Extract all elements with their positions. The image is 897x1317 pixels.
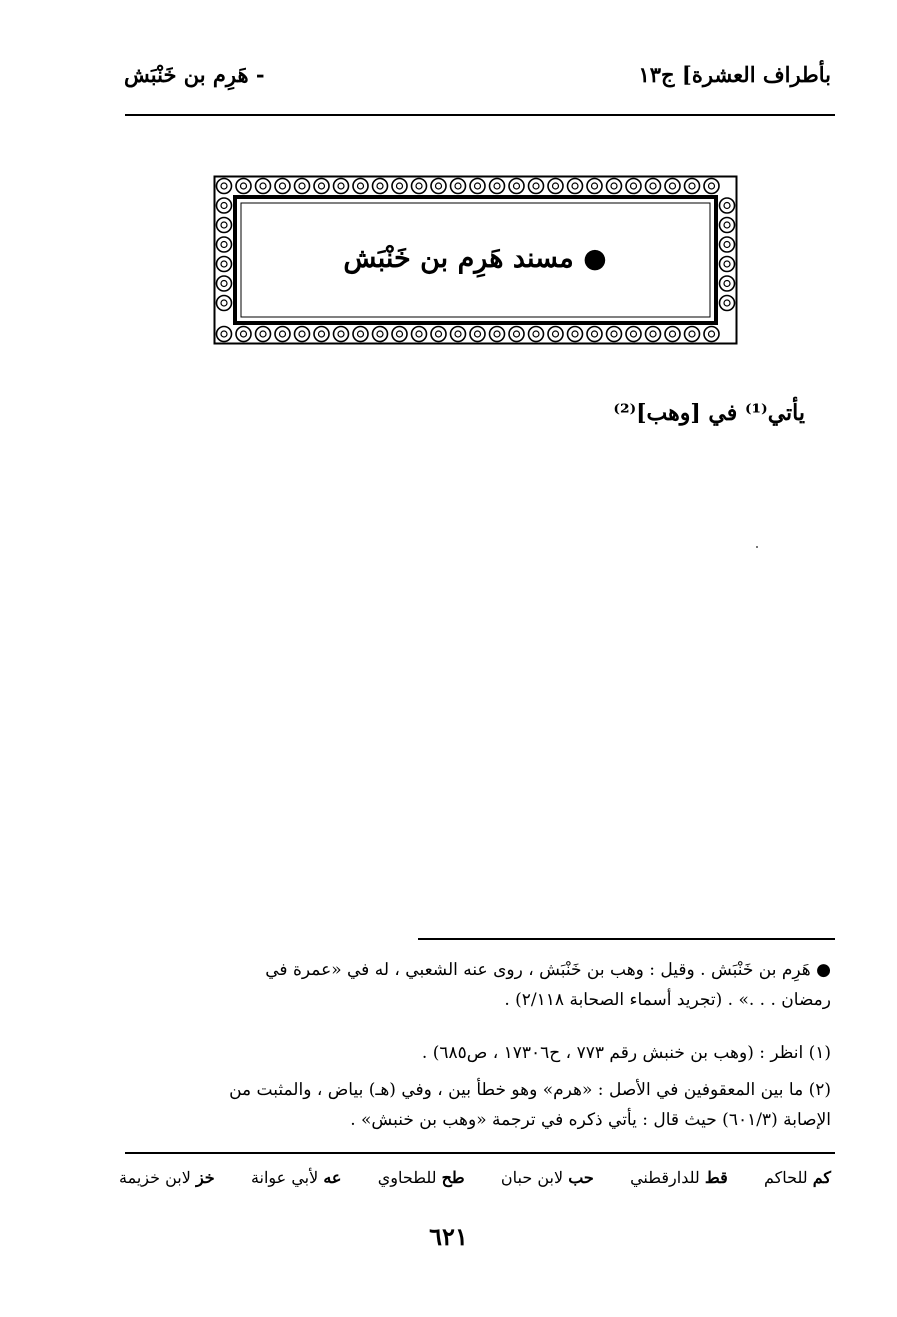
ornament-rosette (314, 327, 329, 342)
ornament-rosette (490, 327, 505, 342)
ornament-rosette (685, 327, 700, 342)
ornament-rosette (217, 198, 232, 213)
abbreviations-rule (125, 1152, 835, 1154)
running-header-section-title: - هَرِم بن خَنْبَش (124, 62, 265, 87)
ornament-rosette (720, 296, 735, 311)
abbreviations-legend (119, 1168, 831, 1187)
footnote-separator (418, 938, 835, 940)
running-header-book-title: بأطراف العشرة] ج١٣ (638, 62, 831, 87)
ornament-rosette (470, 327, 485, 342)
ornament-rosette (529, 179, 544, 194)
footnote-line: الإصابة (٦٠١/٣) حيث قال : يأتي ذكره في ترجمة «وهب بن خنبش» . (350, 1110, 831, 1130)
ornament-rosette (720, 257, 735, 272)
ornament-rosette (451, 179, 466, 194)
ornament-rosette (217, 327, 232, 342)
ornament-rosette (529, 327, 544, 342)
ornament-rosette (720, 198, 735, 213)
ornament-rosette (626, 179, 641, 194)
ornament-rosette (646, 179, 661, 194)
ornament-rosette (217, 218, 232, 233)
ornament-rosette (431, 179, 446, 194)
ornament-rosette (256, 327, 271, 342)
ornament-rosette (236, 179, 251, 194)
ornament-rosette (509, 179, 524, 194)
footnote-1: (١) انظر : (وهب بن خنبش رقم ٧٧٣ ، ح١٧٣٠٦ ، ص٦٨٥) . (421, 1043, 831, 1063)
ornament-rosette (217, 276, 232, 291)
ornament-rosette (217, 257, 232, 272)
footnote-biography (119, 955, 831, 1015)
ornament-rosette (720, 276, 735, 291)
ornament-rosette (392, 179, 407, 194)
ornament-rosette (470, 179, 485, 194)
ornament-rosette (392, 327, 407, 342)
ornament-rosette (431, 327, 446, 342)
ornament-rosette (412, 327, 427, 342)
ornament-rosette (373, 179, 388, 194)
ornament-rosette (646, 327, 661, 342)
ornament-rosette (704, 179, 719, 194)
ornament-rosette (720, 237, 735, 252)
section-title: ● مسند هَرِم بن خَنْبَش (343, 243, 607, 274)
ornament-rosette (275, 179, 290, 194)
abbreviation-item: خز لابن خزيمة (119, 1168, 215, 1187)
ornament-rosette (665, 179, 680, 194)
footnote-line: رمضان . . .» . (تجريد أسماء الصحابة ٢/١١٨) . (504, 990, 831, 1010)
ornament-rosette (548, 327, 563, 342)
ornament-rosette (548, 179, 563, 194)
ornament-rosette (607, 179, 622, 194)
ornament-rosette (373, 327, 388, 342)
print-speck (756, 546, 758, 548)
ornament-rosette (451, 327, 466, 342)
abbreviation-item: قط للدارقطني (630, 1168, 728, 1187)
ornament-rosette (587, 327, 602, 342)
ornament-rosette (568, 327, 583, 342)
ornament-rosette (275, 327, 290, 342)
footnote-2 (119, 1075, 831, 1135)
ornament-rosette (217, 237, 232, 252)
ornament-rosette (704, 327, 719, 342)
abbreviation-item: حب لابن حبان (500, 1168, 594, 1187)
ornament-rosette (295, 179, 310, 194)
ornament-rosette (568, 179, 583, 194)
ornament-rosette (685, 179, 700, 194)
ornament-rosette (720, 218, 735, 233)
header-rule (125, 114, 835, 116)
abbreviation-item: طح للطحاوي (377, 1168, 465, 1187)
ornament-rosette (509, 327, 524, 342)
ornament-rosette (353, 179, 368, 194)
ornament-rosette (353, 327, 368, 342)
page-number: ٦٢١ (429, 1222, 468, 1251)
ornament-rosette (412, 179, 427, 194)
ornament-rosette (665, 327, 680, 342)
body-text: يأتي⁽¹⁾ في [وهب]⁽²⁾ (613, 400, 805, 426)
ornament-rosette (217, 179, 232, 194)
ornament-rosette (607, 327, 622, 342)
abbreviation-item: عه لأبي عوانة (250, 1168, 342, 1187)
ornament-rosette (217, 296, 232, 311)
ornament-rosette (236, 327, 251, 342)
ornament-rosette (587, 179, 602, 194)
ornament-rosette (295, 327, 310, 342)
ornament-rosette (334, 179, 349, 194)
footnote-line: ● هَرِم بن خَنْبَش . وقيل : وهب بن خَنْبَش ، روى عنه الشعبي ، له في «عمرة في (265, 960, 831, 980)
abbreviation-item: كم للحاكم (764, 1168, 831, 1187)
ornament-rosette (256, 179, 271, 194)
footnote-line: (٢) ما بين المعقوفين في الأصل : «هرم» وهو خطأ بين ، وفي (هـ) بياض ، والمثبت من (229, 1080, 831, 1100)
ornament-rosette (314, 179, 329, 194)
ornament-rosette (490, 179, 505, 194)
ornament-rosette (626, 327, 641, 342)
ornament-rosette (334, 327, 349, 342)
